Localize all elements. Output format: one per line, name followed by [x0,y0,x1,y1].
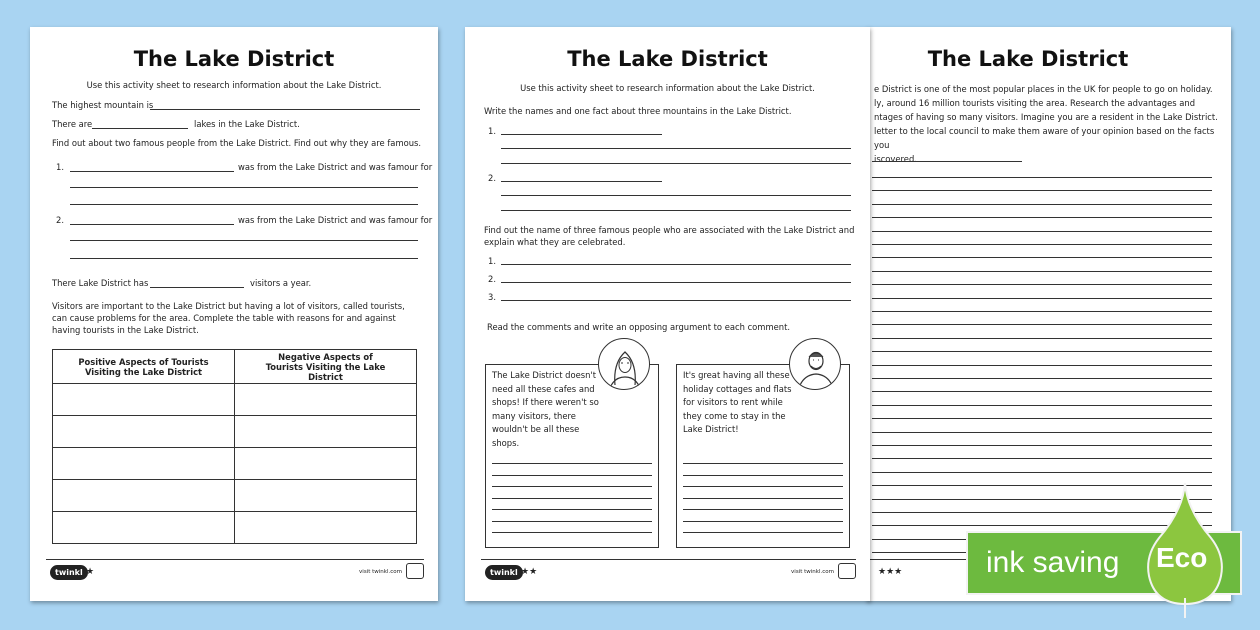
twinkl-logo: twinkl [485,565,523,580]
answer-line[interactable] [501,264,851,265]
writing-line[interactable] [872,271,1212,272]
table-cell[interactable] [235,384,417,416]
positive-header: Positive Aspects of Tourists Visiting the Lake District [53,350,235,384]
item-number: 2. [56,215,64,225]
famous-instruction: Find out about two famous people from the Lake District. Find out why they are famous. [52,138,422,148]
writing-line[interactable] [872,351,1212,352]
answer-line[interactable] [70,171,234,172]
famous-instruction: Find out the name of three famous people who are associated with the Lake District and explain what they are celebrated. [484,225,855,247]
lakes-suffix: lakes in the Lake District. [194,119,300,129]
writing-line[interactable] [492,486,652,487]
writing-line[interactable] [872,445,1212,446]
eco-label: Eco [1156,542,1208,573]
writing-line[interactable] [872,177,1212,178]
answer-line[interactable] [501,134,662,135]
intro-text: Use this activity sheet to research information about the Lake District. [520,83,815,93]
writing-line[interactable] [872,472,1212,473]
lakes-prefix: There are [52,119,93,129]
answer-line[interactable] [501,300,851,301]
worksheet-page-2 [465,27,870,601]
answer-line[interactable] [501,163,851,164]
writing-line[interactable] [683,521,843,522]
item-number: 2. [488,173,496,183]
writing-line[interactable] [872,432,1212,433]
man-portrait-icon [789,338,841,390]
item-number: 1. [488,126,496,136]
page-title: The Lake District [133,47,335,71]
visit-link: visit twinkl.com [791,569,834,575]
quality-badge-icon [838,563,856,579]
writing-line[interactable] [492,521,652,522]
table-cell[interactable] [235,480,417,512]
writing-line[interactable] [872,311,1212,312]
writing-line[interactable] [492,532,652,533]
comment-text: The Lake District doesn't need all these cafes and shops! If there weren't so many visitors, there wouldn't be all these shops. [492,370,599,448]
writing-line[interactable] [683,532,843,533]
writing-line[interactable] [683,498,843,499]
table-cell[interactable] [53,480,235,512]
answer-line[interactable] [150,109,420,110]
page-title: The Lake District [927,47,1129,71]
answer-line[interactable] [70,224,234,225]
writing-line[interactable] [683,463,843,464]
answer-line[interactable] [70,240,418,241]
item-number: 2. [488,274,496,284]
letter-paragraph: e District is one of the most popular places in the UK for people to go on holiday. ly, around 16 million tourists visiting the area. Research the advantages and ntages of having so many visitors. Imagine you are a resident in the Lake District. letter to the local council to make them aware of your opinion based on the facts you iscovered. [874,84,1218,164]
writing-line[interactable] [872,190,1212,191]
answer-line[interactable] [70,258,418,259]
writing-line[interactable] [872,231,1212,232]
table-cell[interactable] [53,384,235,416]
ink-saving-label: ink saving [986,546,1120,579]
comment-text: It's great having all these holiday cottages and flats for visitors to rent while they come to stay in the Lake District! [683,370,792,434]
answer-line[interactable] [501,195,851,196]
intro-text: Use this activity sheet to research information about the Lake District. [86,80,382,90]
difficulty-stars: ★ [86,567,95,577]
answer-line[interactable] [501,282,851,283]
quality-badge-icon [406,563,424,579]
eco-drop-icon [1143,480,1227,620]
writing-line[interactable] [872,365,1212,366]
writing-line[interactable] [872,338,1212,339]
answer-line[interactable] [501,148,851,149]
table-cell[interactable] [235,512,417,544]
writing-line[interactable] [492,463,652,464]
writing-line[interactable] [683,486,843,487]
item-number: 1. [488,256,496,266]
answer-line[interactable] [92,128,188,129]
difficulty-stars: ★★★ [878,567,903,577]
writing-line[interactable] [872,378,1212,379]
famous-suffix: was from the Lake District and was famour for [238,162,433,172]
writing-line[interactable] [492,498,652,499]
writing-line[interactable] [683,509,843,510]
writing-line[interactable] [872,204,1212,205]
negative-header: Negative Aspects of Tourists Visiting the Lake District [235,350,417,384]
worksheet-page-1 [30,27,438,601]
table-cell[interactable] [53,448,235,480]
table-cell[interactable] [235,448,417,480]
answer-line[interactable] [501,210,851,211]
answer-line[interactable] [872,161,1022,162]
item-number: 1. [56,162,64,172]
mountains-instruction: Write the names and one fact about three mountains in the Lake District. [484,106,792,116]
page-title: The Lake District [567,47,768,71]
answer-line[interactable] [70,204,418,205]
writing-line[interactable] [872,405,1212,406]
answer-line[interactable] [70,187,418,188]
tourism-table [52,349,417,544]
writing-line[interactable] [872,324,1212,325]
table-cell[interactable] [53,416,235,448]
visitors-suffix: visitors a year. [250,278,312,288]
comment-box [676,364,850,548]
table-cell[interactable] [53,512,235,544]
comments-instruction: Read the comments and write an opposing argument to each comment. [487,322,791,332]
comment-box [485,364,659,548]
writing-line[interactable] [872,284,1212,285]
writing-line[interactable] [872,298,1212,299]
writing-line[interactable] [872,418,1212,419]
answer-line[interactable] [501,181,662,182]
writing-line[interactable] [872,217,1212,218]
page-footer [481,559,856,583]
tourists-paragraph: Visitors are important to the Lake District but having a lot of visitors, called tourists, can cause problems for the area. Complete the table with reasons for and against having tourists in the Lake District. [52,301,405,335]
table-cell[interactable] [235,416,417,448]
twinkl-logo: twinkl [50,565,88,580]
writing-line[interactable] [492,475,652,476]
famous-suffix: was from the Lake District and was famour for [238,215,433,225]
writing-line[interactable] [872,458,1212,459]
woman-portrait-icon [598,338,650,390]
difficulty-stars: ★★ [521,567,538,577]
visit-link: visit twinkl.com [359,569,402,575]
visitors-prefix: There Lake District has [52,278,149,288]
writing-line[interactable] [492,509,652,510]
page-footer [46,559,424,583]
writing-line[interactable] [683,475,843,476]
writing-line[interactable] [872,244,1212,245]
mountain-label: The highest mountain is [52,100,154,110]
answer-line[interactable] [150,287,244,288]
writing-line[interactable] [872,257,1212,258]
writing-line[interactable] [872,391,1212,392]
item-number: 3. [488,292,496,302]
